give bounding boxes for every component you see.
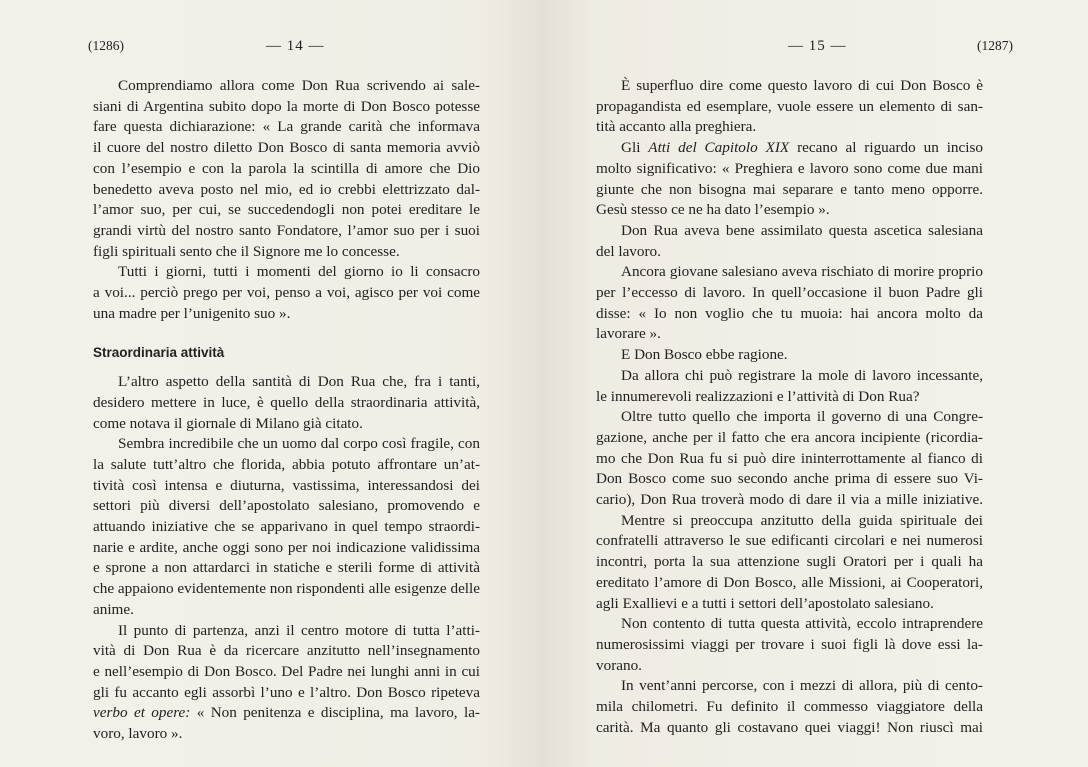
text-line: Il punto di partenza, anzi il centro motore di tutta l’atti-	[118, 621, 480, 639]
text-line: È superfluo dire come questo lavoro di cui Don Bosco è	[621, 77, 983, 94]
text-line: voro, lavoro ».	[93, 725, 183, 743]
text-line: grandi virtù del nostro santo Fondatore, l’amor suo per i suoi	[93, 221, 480, 239]
text-fragment: Gli	[621, 139, 649, 157]
text-line: numerosissimi viaggi per trovare i suoi figli là dove essi la-	[596, 635, 983, 653]
text-line: incontri, porta la sua attenzione sugli Oratori per i quali ha	[596, 553, 983, 571]
text-line: propagandista ed esemplare, vuole essere un elemento di san-	[596, 97, 983, 115]
text-line: giunte che non bisogna mai separare e tanto meno opporre.	[596, 180, 983, 198]
text-line: una madre per l’unigenito suo ».	[93, 304, 291, 322]
text-line: tità accanto alla preghiera.	[596, 118, 757, 136]
text-line: Ancora giovane salesiano aveva rischiato di morire proprio	[621, 263, 983, 281]
text-line: settori più diversi dell’apostolato salesiano, promovendo e	[93, 497, 480, 515]
text-line: Sembra incredibile che un uomo dal corpo così fragile, con	[118, 435, 480, 453]
text-line: a voi... perciò prego per voi, penso a voi, agisco per voi come	[93, 284, 480, 302]
text-line: fare questa dichiarazione: « La grande carità che informava	[93, 118, 480, 136]
text-line: tività così intensa e diuturna, vastissima, interessandosi dei	[93, 476, 480, 494]
text-line: vorano.	[596, 656, 642, 674]
text-line: che appaiono evidentemente non rispondenti alle esigenze delle	[93, 580, 480, 598]
text-line: E Don Bosco ebbe ragione.	[621, 346, 788, 364]
text-line: Da allora chi può registrare la mole di lavoro incessante,	[621, 366, 983, 384]
text-line: anime.	[93, 600, 134, 618]
text-line: molto significativo: « Preghiera e lavoro sono come due mani	[596, 159, 983, 177]
text-line	[596, 138, 983, 159]
text-line: l’amor suo, per cui, se succedendogli non potei ereditare le	[93, 201, 480, 219]
left-body-text	[93, 76, 480, 745]
text-line: mila chilometri. Fu definito il commesso viaggiatore della	[596, 698, 983, 716]
text-line: il cuore del nostro diletto Don Bosco di santa memoria avviò	[93, 139, 480, 157]
text-line: le innumerevoli realizzazioni e l’attività di Don Rua?	[596, 387, 920, 405]
text-line: confratelli attraverso le sue edificanti circolari e nei numerosi	[596, 532, 983, 550]
page-number-right: (1287)	[977, 38, 1013, 53]
text-line: del lavoro.	[596, 242, 661, 260]
text-line: desidero mettere in luce, è quello della straordinaria attività,	[93, 393, 480, 411]
text-line: agli Exallievi e a tutti i settori dell’apostolato salesiano.	[596, 594, 934, 612]
text-line: cario), Don Rua troverà modo di dare il via a mille iniziative.	[596, 491, 983, 509]
text-line: Don Bosco come suo secondo anche prima di essere suo Vi-	[596, 470, 983, 488]
text-line: la salute tutt’altro che florida, abbia potuto affrontare un’at-	[93, 455, 480, 473]
italic-phrase: verbo et opere:	[93, 704, 191, 722]
text-line: attuando iniziative che se apparivano in quel tempo straordi-	[93, 518, 480, 536]
text-line: lavorare ».	[596, 325, 661, 343]
italic-phrase: Atti del Capitolo XIX	[648, 139, 790, 157]
page-folio-right: — 15 —	[788, 38, 847, 54]
text-line: Tutti i giorni, tutti i momenti del giorno io li consacro	[118, 263, 480, 281]
text-line: carità. Ma quanto gli costavano quei viaggi! Non riuscì mai	[596, 718, 983, 736]
right-page	[544, 0, 1088, 767]
text-line: narie e ardite, anche oggi sono per noi indicazione validissima	[93, 538, 480, 556]
text-line: Don Rua aveva bene assimilato questa ascetica salesiana	[621, 221, 983, 239]
text-line: vità di Don Rua è da ricercare anzitutto nell’insegnamento	[93, 642, 480, 660]
text-line: benedetto aveva posto nel mio, ed io crebbi elettrizzato dal-	[93, 180, 480, 198]
page-number-left: (1286)	[88, 38, 124, 53]
text-line: L’altro aspetto della santità di Don Rua che, fra i tanti,	[118, 373, 480, 391]
text-line: siani di Argentina subito dopo la morte di Don Bosco potesse	[93, 97, 480, 115]
page-folio-left: — 14 —	[266, 38, 325, 54]
text-line: ereditato l’amore di Don Bosco, alle Missioni, ai Cooperatori,	[596, 573, 983, 591]
text-line: In vent’anni percorse, con i mezzi di allora, più di cento-	[621, 677, 983, 695]
text-line: e sprone a non attardarci in statiche e sterili forme di attività	[93, 559, 480, 577]
text-line: per l’eccesso di lavoro. In quell’occasione il buon Padre gli	[596, 284, 983, 302]
text-line: gli fu accanto egli assorbì l’uno e l’altro. Don Bosco ripeteva	[93, 683, 480, 701]
text-line: Oltre tutto quello che importa il governo di una Congre-	[621, 408, 983, 426]
text-line: come notava il giornale di Milano già citato.	[93, 414, 363, 432]
text-line: figli spirituali sento che il Signore me lo concesse.	[93, 242, 400, 260]
text-line: gazione, anche per il fatto che era ancora incipiente (ricordia-	[596, 428, 983, 446]
right-body-text	[596, 76, 983, 739]
text-line: con l’esempio e con la parola la scintilla di amore che Dio	[93, 159, 480, 177]
section-heading: Straordinaria attività	[93, 345, 225, 361]
text-line: e nell’esempio di Don Bosco. Del Padre nei lunghi anni in cui	[93, 662, 480, 680]
text-line: mo che Don Rua fu si può dire ininterrottamente al fianco di	[596, 449, 983, 467]
text-fragment: « Non penitenza e disciplina, ma lavoro, la-	[190, 704, 480, 722]
text-line: Gesù stesso ce ne ha dato l’esempio ».	[596, 201, 830, 219]
text-fragment: recano al riguardo un inciso	[789, 139, 983, 157]
text-line: Comprendiamo allora come Don Rua scrivendo ai sale-	[118, 77, 480, 94]
text-line: disse: « Io non voglio che tu muoia: hai ancora molto da	[596, 304, 983, 322]
text-line: Non contento di tutta questa attività, eccolo intraprendere	[621, 615, 983, 633]
text-line	[93, 703, 480, 724]
text-line: Mentre si preoccupa anzitutto della guida spirituale dei	[621, 511, 983, 529]
